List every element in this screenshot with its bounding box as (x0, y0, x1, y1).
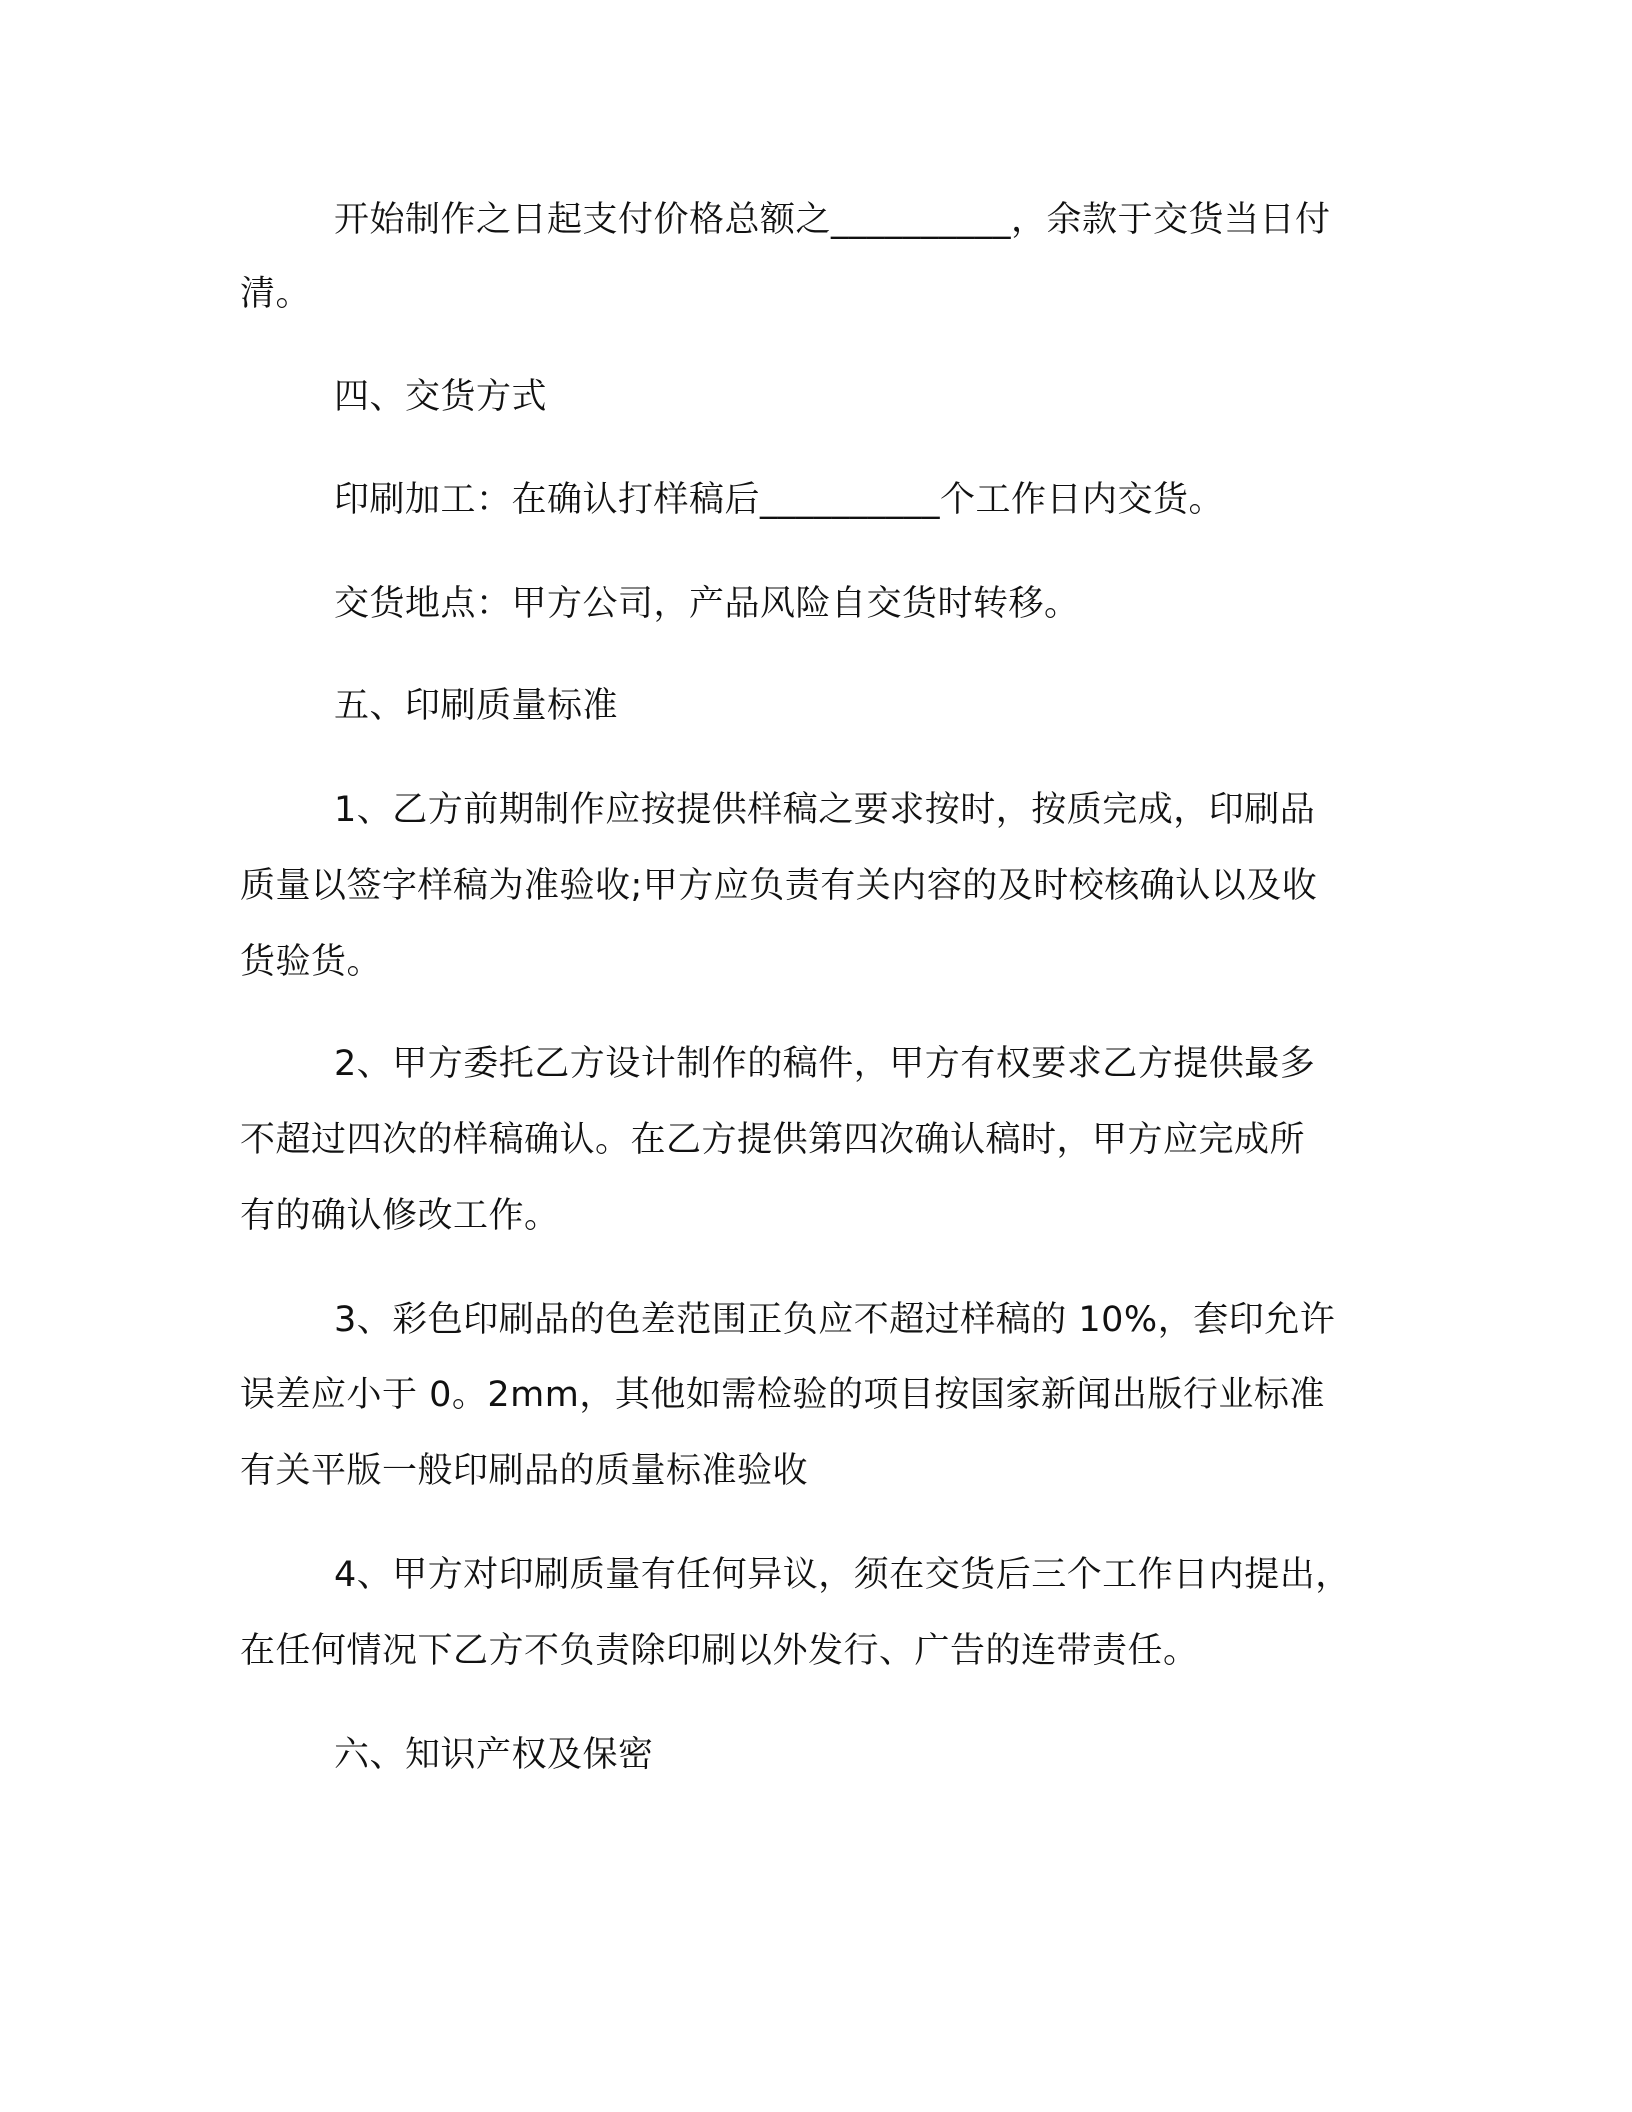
text-line: 不超过四次的样稿确认。在乙方提供第四次确认稿时，甲方应完成所 (240, 1120, 1306, 1160)
section-heading: 四、交货方式 (334, 377, 548, 417)
text-line: 印刷加工：在确认打样稿后__________个工作日内交货。 (334, 480, 1225, 520)
text-line: 开始制作之日起支付价格总额之__________，余款于交货当日付 (334, 200, 1331, 240)
text-line: 交货地点：甲方公司，产品风险自交货时转移。 (334, 584, 1080, 624)
text-line: 2、甲方委托乙方设计制作的稿件，甲方有权要求乙方提供最多 (334, 1044, 1316, 1084)
text-line: 误差应小于 0。2mm，其他如需检验的项目按国家新闻出版行业标准 (240, 1375, 1325, 1415)
text-line: 质量以签字样稿为准验收;甲方应负责有关内容的及时校核确认以及收 (240, 866, 1318, 906)
text-line: 4、甲方对印刷质量有任何异议，须在交货后三个工作日内提出， (334, 1555, 1351, 1595)
text-line: 3、彩色印刷品的色差范围正负应不超过样稿的 10%，套印允许 (334, 1300, 1336, 1340)
section-heading: 六、知识产权及保密 (334, 1735, 654, 1775)
text-line: 有关平版一般印刷品的质量标准验收 (240, 1451, 809, 1491)
text-line: 1、乙方前期制作应按提供样稿之要求按时，按质完成，印刷品 (334, 790, 1316, 830)
section-heading: 五、印刷质量标准 (334, 686, 619, 726)
text-line: 清。 (240, 274, 312, 314)
text-line: 货验货。 (240, 942, 383, 982)
text-line: 有的确认修改工作。 (240, 1196, 560, 1236)
text-line: 在任何情况下乙方不负责除印刷以外发行、广告的连带责任。 (240, 1631, 1199, 1671)
